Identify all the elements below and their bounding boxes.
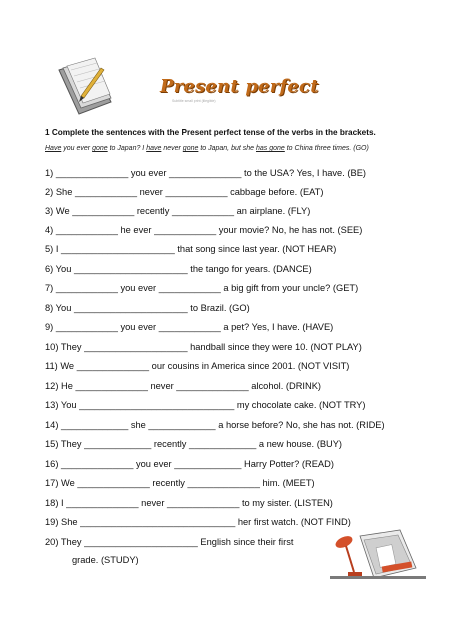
exercise-item: 20) They ______________________ English since their first [45,537,294,547]
exercise-item-continuation: grade. (STUDY) [72,555,139,565]
example-part: Have [45,145,62,152]
exercise-item: 17) We ______________ recently ______________ him. (MEET) [45,478,315,488]
exercise-item: 8) You ______________________ to Brazil. (GO) [45,303,250,313]
worksheet-subtitle: Subtitle small print (illegible) [172,99,216,103]
exercise-item: 10) They ____________________ handball since they were 10. (NOT PLAY) [45,342,362,352]
exercise-item: 7) ____________ you ever ____________ a big gift from your uncle? (GET) [45,283,359,293]
exercise-item: 2) She ____________ never ____________ cabbage before. (EAT) [45,187,324,197]
exercise-item: 16) ______________ you ever _____________ Harry Potter? (READ) [45,459,334,469]
exercise-item: 11) We ______________ our cousins in America since 2001. (NOT VISIT) [45,361,350,371]
example-part: to Japan, but she [198,145,256,152]
exercise-item: 19) She ______________________________ her first watch. (NOT FIND) [45,517,351,527]
notebooks-pencil-illustration [55,56,117,118]
exercise-item: 15) They _____________ recently _____________ a new house. (BUY) [45,439,343,449]
example-part: never [161,145,183,152]
exercise-item: 6) You ______________________ the tango for years. (DANCE) [45,264,312,274]
example-part: you ever [61,145,93,152]
exercise-item: 18) I ______________ never ______________ to my sister. (LISTEN) [45,498,333,508]
exercise-item: 3) We ____________ recently ____________ an airplane. (FLY) [45,206,311,216]
example-part: to Japan? I [107,145,147,152]
exercise-item: 4) ____________ he ever ____________ your movie? No, he has not. (SEE) [45,225,363,235]
example-part: gone [182,145,199,152]
exercise-item: 5) I ______________________ that song since last year. (NOT HEAR) [45,244,337,254]
example-part: gone [92,145,108,152]
exercise-item: 13) You ______________________________ my chocolate cake. (NOT TRY) [45,400,366,410]
example-part: have [146,145,162,152]
exercise-item: 9) ____________ you ever ____________ a pet? Yes, I have. (HAVE) [45,322,334,332]
example-sentence [45,145,369,152]
example-part: to China three times. (GO) [284,145,369,152]
desk-lamp-books-illustration [326,528,430,584]
exercise-item: 14) _____________ she _____________ a horse before? No, she has not. (RIDE) [45,420,385,430]
worksheet-title: Present perfect [160,76,319,97]
exercise-item: 12) He ______________ never ______________ alcohol. (DRINK) [45,381,322,391]
exercise-item: 1) ______________ you ever ______________ to the USA? Yes, I have. (BE) [45,168,366,178]
example-part: has gone [255,145,285,152]
exercise-instruction: 1 Complete the sentences with the Present perfect tense of the verbs in the brackets. [45,128,376,137]
